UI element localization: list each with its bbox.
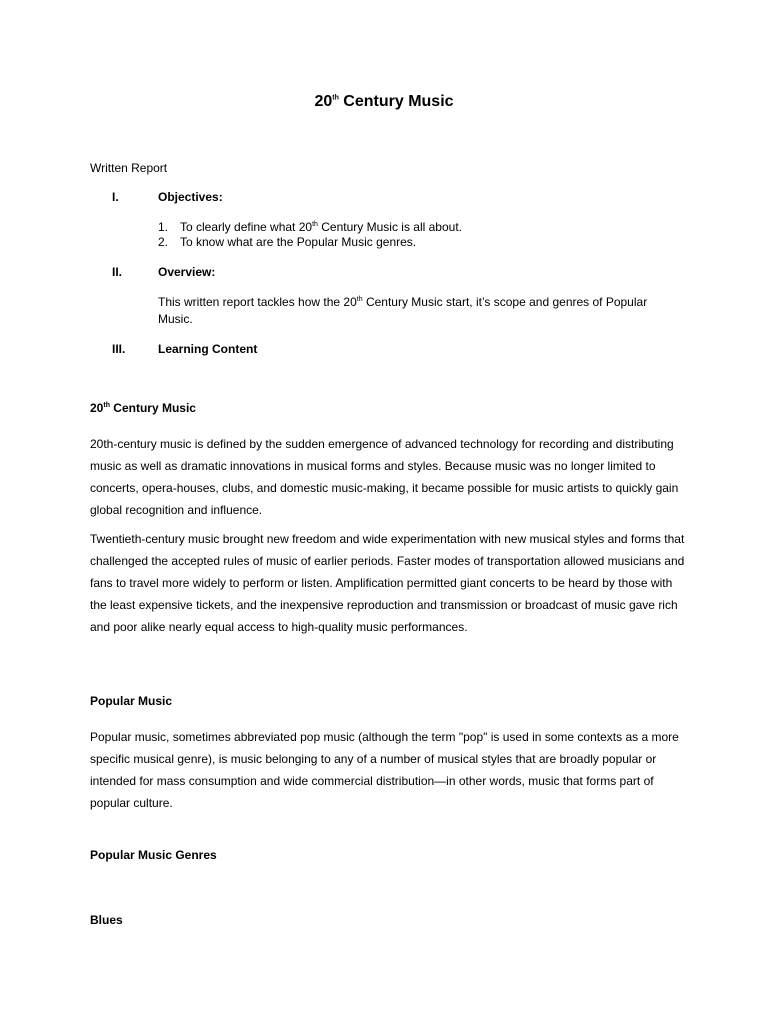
outline-label-overview: Overview:	[158, 265, 216, 279]
document-subtitle: Written Report	[90, 161, 168, 175]
section-1-heading-sup: th	[103, 402, 110, 409]
document-title	[0, 93, 768, 111]
objective-1-pre: To clearly define what 20	[180, 220, 313, 234]
section-heading-20th-century-music	[90, 401, 196, 415]
outline-label-objectives: Objectives:	[158, 190, 223, 204]
title-text-pre: 20	[314, 93, 333, 110]
overview-sup: th	[356, 296, 363, 303]
section-1-paragraph-2: Twentieth-century music brought new freedom and wide experimentation with new musical styles and forms that challenged the accepted rules of music of earlier periods. Faster modes of transportation allowed musicians and fans to travel more widely to perform or listen. Amplification permitted giant concerts to be heard by those with the least expensive tickets, and the inexpensive reproduction and transmission or broadcast of music gave rich and poor alike nearly equal access to high-quality music performances.	[90, 532, 685, 634]
title-superscript: th	[332, 94, 339, 102]
section-heading-popular-music-genres: Popular Music Genres	[90, 848, 217, 862]
overview-post: Century Music start, it’s scope and genres of Popular Music.	[158, 295, 648, 326]
section-1-paragraph-1: 20th-century music is defined by the sudden emergence of advanced technology for recording and distributing music as well as dramatic innovations in musical forms and styles. Because music was no longer limited to concerts, opera-houses, clubs, and domestic music-making, it became possible for music artists to quickly gain global recognition and influence.	[90, 437, 679, 517]
objective-1-post: Century Music is all about.	[317, 220, 462, 234]
outline-numeral-1: I.	[112, 190, 119, 204]
overview-paragraph	[158, 294, 658, 328]
section-1-heading-post: Century Music	[109, 401, 196, 415]
objective-number-2: 2.	[158, 235, 169, 249]
overview-pre: This written report tackles how the 20	[158, 295, 357, 309]
section-heading-popular-music: Popular Music	[90, 694, 173, 708]
title-text-post: Century Music	[338, 93, 454, 110]
objective-number-1: 1.	[158, 220, 169, 234]
outline-numeral-3: III.	[112, 342, 126, 356]
objective-item-2: To know what are the Popular Music genres.	[180, 235, 417, 249]
section-1-heading-pre: 20	[90, 401, 104, 415]
outline-numeral-2: II.	[112, 265, 123, 279]
outline-label-learning-content: Learning Content	[158, 342, 258, 356]
section-heading-blues: Blues	[90, 913, 123, 927]
section-2-paragraph-1: Popular music, sometimes abbreviated pop music (although the term "pop" is used in some contexts as a more specific musical genre), is music belonging to any of a number of musical styles that are broadly popular or intended for mass consumption and wide commercial distribution—in other words, music that forms part of popular culture.	[90, 730, 679, 810]
objective-1-sup: th	[312, 221, 318, 228]
objective-item-1	[180, 220, 462, 234]
